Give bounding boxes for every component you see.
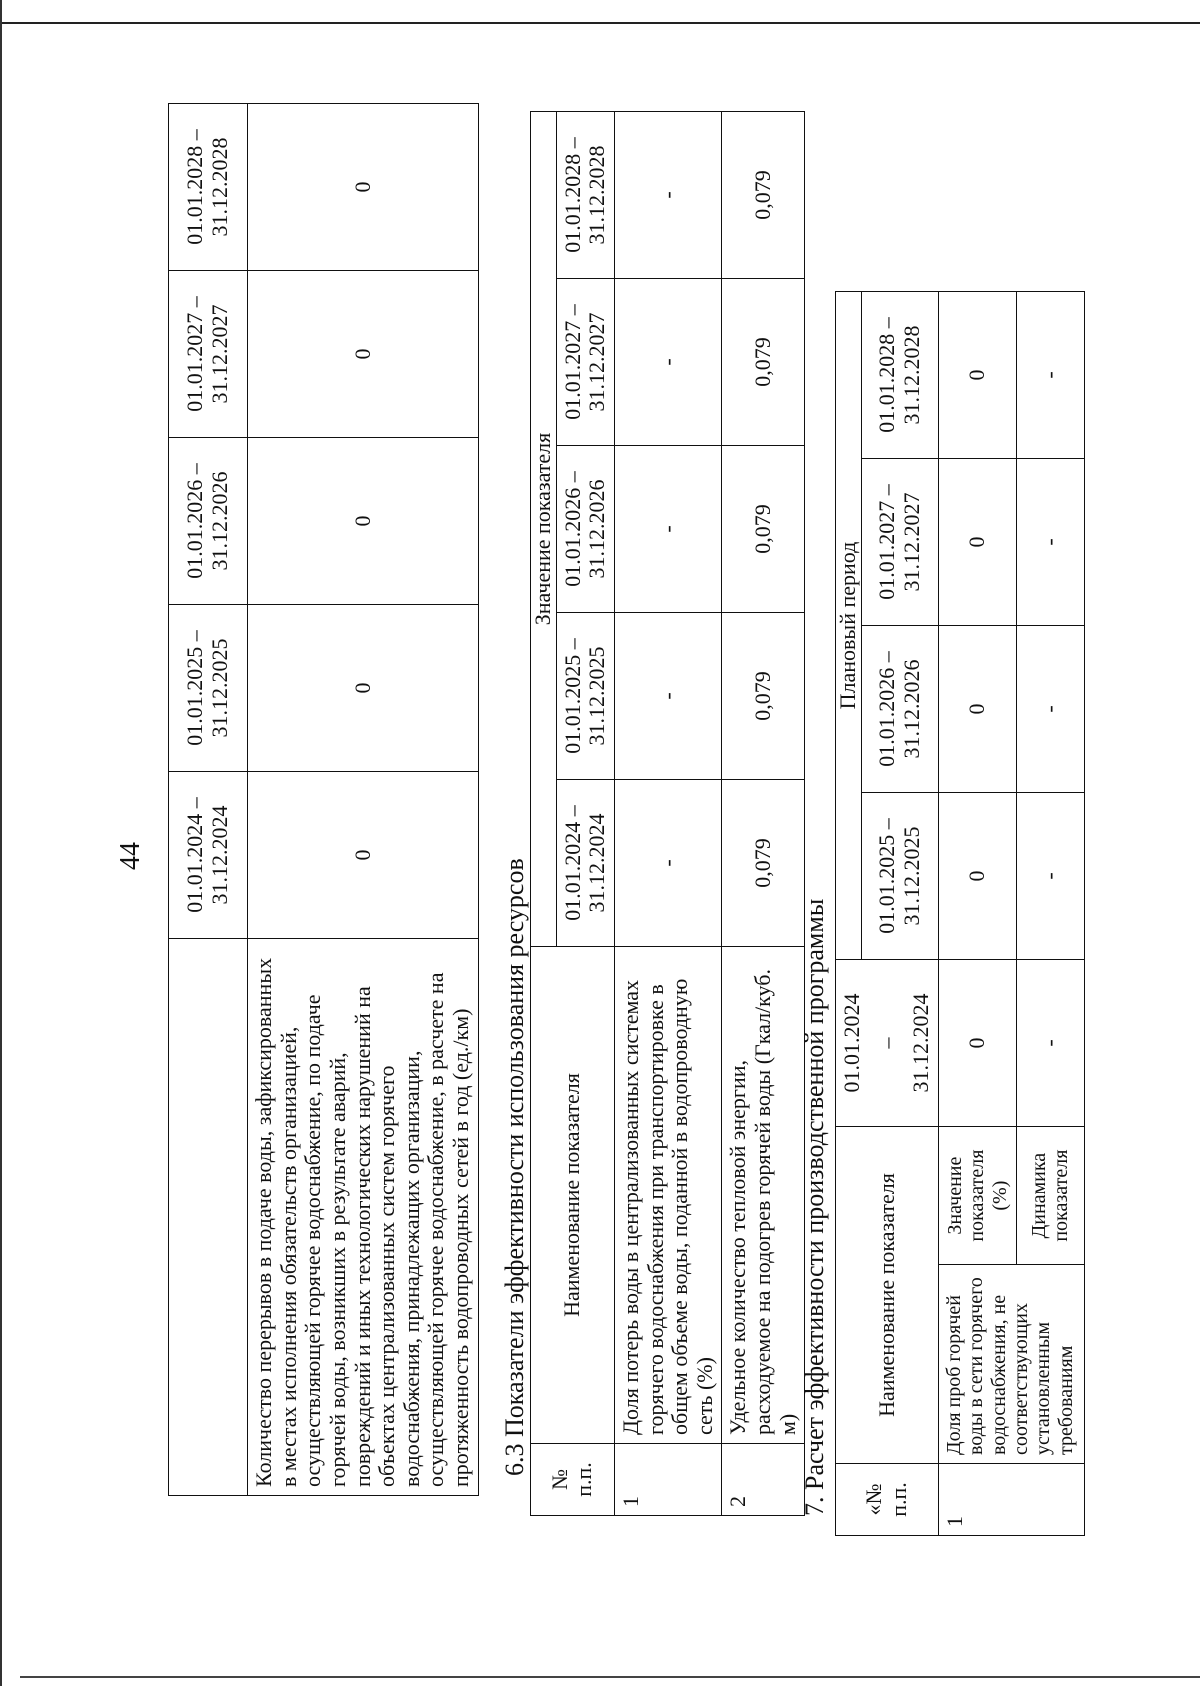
header-period: 01.01.2025 – 31.12.2025 — [861, 793, 938, 960]
header-num: «№ п.п. — [836, 1464, 939, 1536]
cell-value: - — [1016, 960, 1084, 1127]
cell-value: - — [1016, 292, 1084, 459]
header-period: 01.01.2025 – 31.12.2025 — [169, 605, 248, 772]
cell-value: 0,079 — [722, 446, 805, 613]
header-period: 01.01.2027 – 31.12.2027 — [169, 271, 248, 438]
indicator-name: Доля проб горячей воды в сети горячего водоснабжения, не соответствующих установленным требованиям — [938, 1265, 1084, 1464]
cell-value: - — [614, 112, 722, 279]
cell-value: 0 — [248, 271, 479, 438]
cell-value: 0 — [938, 960, 1016, 1127]
header-group: Плановый период — [836, 292, 862, 960]
cell-value: - — [1016, 459, 1084, 626]
cell-value: - — [614, 279, 722, 446]
header-period: 01.01.2027 – 31.12.2027 — [556, 279, 614, 446]
cell-value: 0,079 — [722, 613, 805, 780]
page-number: 44 — [115, 842, 146, 870]
cell-value: - — [614, 780, 722, 947]
sub-label: Динамика показателя — [1016, 1127, 1084, 1265]
table-resource-efficiency — [530, 111, 805, 1516]
indicator-name: Доля потерь воды в централизованных системах горячего водоснабжения при транспортировке в общем объеме воды, поданной в водопроводную сеть (%) — [614, 947, 722, 1444]
cell-value: 0,079 — [722, 780, 805, 947]
header-period: 01.01.2028 – 31.12.2028 — [169, 104, 248, 271]
table-interruptions — [168, 103, 479, 1496]
cell-value: 0,079 — [722, 112, 805, 279]
header-period: 01.01.2026 – 31.12.2026 — [169, 438, 248, 605]
cell-value: 0 — [248, 772, 479, 939]
cell-value: 0 — [248, 104, 479, 271]
cell-value: - — [1016, 793, 1084, 960]
first-period-start: 01.01.2024 — [839, 993, 864, 1093]
row-num: 1 — [938, 1464, 1084, 1536]
header-name: Наименование показателя — [836, 1127, 939, 1464]
indicator-name: Количество перерывов в подаче воды, зафиксированных в местах исполнения обязательств организацией, осуществляющей горячее водоснабжение, по подаче горячей воды, возникших в результате аварий, повреждений и иных технологических нарушений на объектах централизованных систем горячего водоснабжения, принадлежащих организации, осуществляющей горячее водоснабжение, в расчете на протяженность водопроводных сетей в год (ед./км) — [248, 939, 479, 1496]
header-period: 01.01.2025 – 31.12.2025 — [556, 613, 614, 780]
header-period: 01.01.2026 – 31.12.2026 — [556, 446, 614, 613]
cell-value: 0 — [938, 292, 1016, 459]
row-num: 2 — [722, 1444, 805, 1516]
indicator-name: Удельное количество тепловой энергии, расходуемое на подогрев горячей воды (Гкал/куб. м) — [722, 947, 805, 1444]
header-period: 01.01.2028 – 31.12.2028 — [556, 112, 614, 279]
header-name: Наименование показателя — [531, 947, 615, 1444]
header-period: 01.01.2024 – 31.12.2024 — [556, 780, 614, 947]
cell-value: 0 — [248, 438, 479, 605]
cell-value: 0 — [248, 605, 479, 772]
row-num: 1 — [614, 1444, 722, 1516]
cell-value: - — [1016, 626, 1084, 793]
header-period: 01.01.2026 – 31.12.2026 — [861, 626, 938, 793]
first-period-dash: – — [873, 1037, 899, 1049]
header-period: 01.01.2027 – 31.12.2027 — [861, 459, 938, 626]
cell-value: 0 — [938, 459, 1016, 626]
cell-value: 0,079 — [722, 279, 805, 446]
first-period-end: 31.12.2024 — [908, 993, 934, 1093]
cell-value: - — [614, 613, 722, 780]
section-title-6-3: 6.3 Показатели эффективности использования ресурсов — [500, 858, 529, 1476]
table-program-efficiency — [835, 291, 1085, 1536]
header-empty — [169, 939, 248, 1496]
header-num: № п.п. — [531, 1444, 615, 1516]
header-first-period — [836, 960, 939, 1127]
sub-label: Значение показателя (%) — [938, 1127, 1016, 1265]
section-title-7: 7. Расчет эффективности производственной программы — [800, 898, 829, 1516]
header-period: 01.01.2028 – 31.12.2028 — [861, 292, 938, 459]
header-period: 01.01.2024 – 31.12.2024 — [169, 772, 248, 939]
cell-value: 0 — [938, 793, 1016, 960]
cell-value: - — [614, 446, 722, 613]
header-group: Значение показателя — [531, 112, 557, 947]
cell-value: 0 — [938, 626, 1016, 793]
